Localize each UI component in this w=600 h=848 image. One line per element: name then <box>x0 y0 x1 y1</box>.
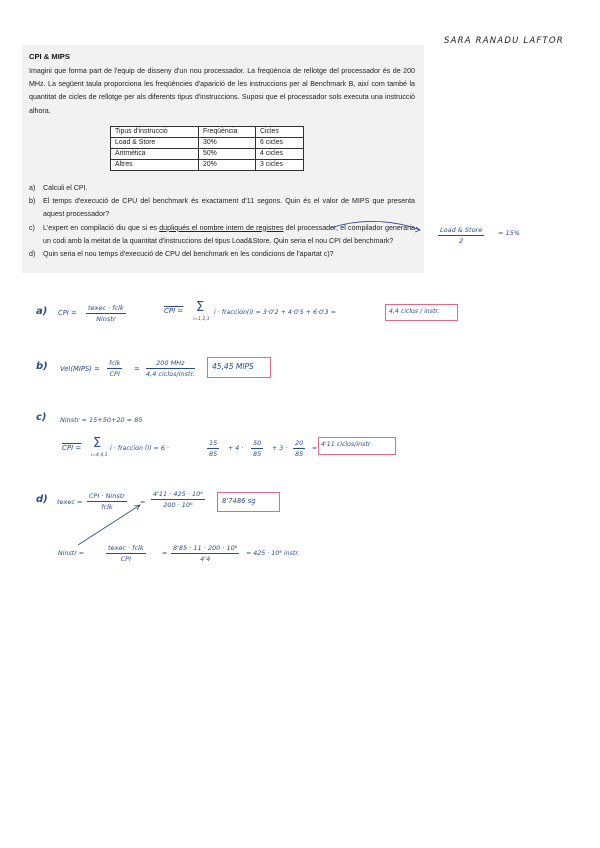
answer-c-expression: i · fracción (i) = 6 · <box>110 445 169 452</box>
fraction-denominator: Ninstr <box>96 315 116 323</box>
question-text: Quin seria el nou temps d'execució de CPU del benchmark en les condicions de l'apartat c)? <box>43 250 334 259</box>
table-header: Tipus d'instrucció <box>111 127 199 138</box>
questions-list <box>29 182 415 261</box>
table-cell: Aritmètica <box>111 149 199 160</box>
answer-d-label: d) <box>36 494 48 505</box>
fraction-numerator: 50 <box>253 439 262 447</box>
fraction-numerator: texec · fclk <box>108 544 144 552</box>
fraction-numerator: texec · fclk <box>88 304 124 312</box>
answer-d-ninstr-values <box>171 544 239 563</box>
fraction-denominator: 85 <box>253 450 262 458</box>
fraction-denominator: fclk <box>101 503 113 511</box>
table-header: Freqüència <box>199 127 256 138</box>
question-d <box>29 248 415 261</box>
table-row <box>111 160 304 171</box>
fraction-denominator: 2 <box>459 237 464 245</box>
equals-sign: = <box>312 445 318 452</box>
table-row <box>111 138 304 149</box>
table-cell: 6 cicles <box>256 138 304 149</box>
fraction-numerator: 15 <box>209 439 218 447</box>
answer-a-label: a) <box>36 306 48 317</box>
fraction-denominator: CPI <box>109 370 120 378</box>
summation-index: i=1,2,3 <box>193 317 210 322</box>
answer-b-fraction <box>107 359 122 378</box>
answer-d-lhs: texec = <box>57 498 83 506</box>
equals-sign: = <box>140 498 146 506</box>
answer-a-lhs: CPI = <box>58 309 77 317</box>
fraction-3 <box>293 439 305 458</box>
table-header-row <box>111 127 304 138</box>
answer-d-ninstr-fraction <box>106 544 146 563</box>
answer-d-ninstr-lhs: Ninstr = <box>58 550 85 557</box>
fraction-numerator: 8'85 · 11 · 200 · 10⁶ <box>173 544 238 552</box>
table-cell: 20% <box>199 160 256 171</box>
fraction-numerator: 20 <box>295 439 304 447</box>
underlined-phrase: dupliqués el nombre intern de registres <box>159 223 284 232</box>
question-label: c) <box>29 223 35 232</box>
problem-title: CPI & MIPS <box>29 52 70 61</box>
table-header: Cicles <box>256 127 304 138</box>
frequency-table <box>110 126 304 171</box>
question-text-part: del processador, el compilador generaria un codi amb la meitat de la quantitat d'instruccions del tipus Load&Store. Quin seria el nou CPI del benchmark? <box>43 223 415 245</box>
answer-c-cpi: CPI = <box>62 444 82 452</box>
fraction-denominator: 85 <box>209 450 218 458</box>
answer-d-fraction <box>87 492 127 511</box>
fraction-numerator: CPI · Ninstr <box>89 492 125 500</box>
equals-sign: = <box>134 365 140 373</box>
question-text <box>43 222 415 248</box>
question-text: Calculi el CPI. <box>43 184 88 192</box>
question-label: d) <box>29 250 36 259</box>
question-b <box>29 195 415 221</box>
answer-c-label: c) <box>36 412 47 423</box>
answer-d-result: 8'7486 sg <box>222 497 256 505</box>
answer-a-fraction <box>86 304 126 323</box>
table-cell: 30% <box>199 138 256 149</box>
fraction-denominator: 4'4 <box>200 555 211 563</box>
summation-index: i=4,4,3 <box>91 453 108 458</box>
fraction-numerator: fclk <box>109 359 121 367</box>
answer-d-ninstr-result: = 425 · 10⁶ instr. <box>246 550 300 557</box>
author-name: SARA RANADU LAFTOR <box>444 36 564 46</box>
fraction-denominator: 200 · 10⁶ <box>163 501 193 509</box>
side-note-fraction <box>438 226 484 245</box>
answer-a-result: 4,4 ciclos / instr. <box>389 308 440 315</box>
question-text-part: L'expert en compilació diu que si es <box>43 223 160 232</box>
fraction-denominator: CPI <box>120 555 131 563</box>
question-text: El temps d'execució de CPU del benchmark és exactament d'11 segons. Quin és el valor de MIPS que presenta aquest processador? <box>43 197 415 219</box>
answer-b-result: 45,45 MIPS <box>212 362 254 371</box>
problem-intro: Imagini que forma part de l'equip de disseny d'un nou processador. La freqüència de rellotge del processador és de 200 MHz. La següent taula proporciona les freqüències d'aparició de les instruccions per al Benchmark B, així com també la quantitat de cicles de rellotge per als diferents tipus d'instruccions. Suposi que el processador sols executa una instrucció alhora. <box>29 67 415 115</box>
answer-b-lhs: Vel(MIPS) = <box>60 365 100 373</box>
table-cell: 4 cicles <box>256 149 304 160</box>
summation-icon: Σ <box>93 436 102 451</box>
fraction-2 <box>251 439 263 458</box>
table-row <box>111 149 304 160</box>
answer-b-label: b) <box>36 361 48 372</box>
question-label: b) <box>29 197 36 206</box>
summation-icon: Σ <box>196 300 205 315</box>
question-a <box>29 182 415 195</box>
answer-b-fraction-values <box>146 359 195 378</box>
fraction-numerator: 200 MHz <box>146 359 195 369</box>
plus-term: + 4 · <box>228 445 244 452</box>
fraction-numerator: 4'11 · 425 · 10⁶ <box>153 490 203 498</box>
table-cell: Load & Store <box>111 138 199 149</box>
fraction-denominator: 85 <box>295 450 304 458</box>
answer-a-cpi: CPI = <box>164 307 184 315</box>
equals-sign: = <box>162 550 168 557</box>
fraction-numerator: Load & Store <box>440 226 483 234</box>
fraction-1 <box>207 439 219 458</box>
plus-term: + 3 · <box>272 445 288 452</box>
side-note-result: = 15% <box>498 229 520 237</box>
answer-c-result: 4'11 ciclos/instr <box>321 441 371 448</box>
question-label: a) <box>29 184 36 192</box>
table-cell: Altres <box>111 160 199 171</box>
table-cell: 50% <box>199 149 256 160</box>
answer-d-fraction-values <box>151 490 205 509</box>
arrow-ninstr <box>78 505 140 545</box>
table-cell: 3 cicles <box>256 160 304 171</box>
problem-statement <box>22 45 424 273</box>
answer-a-expression: i · fracción(i) = 3·0'2 + 4·0'5 + 6·0'3 = <box>214 309 336 316</box>
fraction-denominator: 4,4 ciclos/instr. <box>146 370 195 378</box>
question-c <box>29 222 415 248</box>
answer-c-ninstr: Ninstr = 15+50+20 = 85 <box>60 416 143 424</box>
